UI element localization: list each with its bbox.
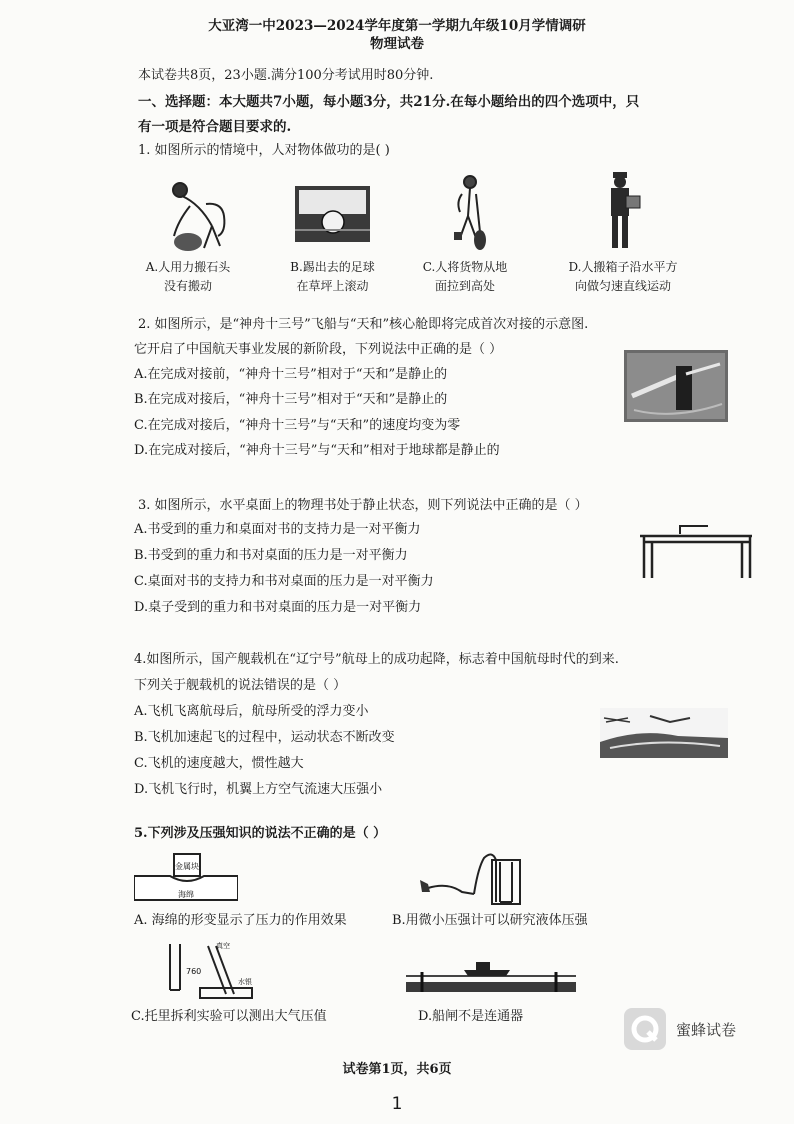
q5-stem: 5.下列涉及压强知识的说法不正确的是（ ） — [134, 826, 387, 841]
q5-option-a: A. 海绵的形变显示了压力的作用效果 — [134, 913, 347, 928]
q1-option-c-line1: C.人将货物从地 — [422, 260, 508, 274]
q4-stem-line2: 下列关于舰载机的说法错误的是（ ） — [134, 678, 347, 693]
q1-option-c — [410, 258, 520, 296]
q2-figure-docking — [624, 350, 728, 422]
section1-line1: 一、选择题：本大题共7小题，每小题3分，共21分.在每小题给出的四个选项中，只 — [138, 94, 640, 110]
q5-block-label: 金属块 — [175, 862, 199, 871]
q4-option-a: A.飞机飞离航母后，航母所受的浮力变小 — [134, 704, 369, 719]
q1-stem: 1. 如图所示的情境中，人对物体做功的是( ) — [138, 143, 390, 158]
page-number: 1 — [391, 1094, 403, 1114]
q1-option-a — [133, 258, 243, 296]
q1-figure-a — [160, 176, 240, 256]
q4-option-d: D.飞机飞行时，机翼上方空气流速大压强小 — [134, 782, 383, 797]
q4-stem-line1: 4.如图所示，国产舰载机在“辽宁号”航母上的成功起降，标志着中国航母时代的到来. — [134, 652, 619, 667]
q3-option-a: A.书受到的重力和桌面对书的支持力是一对平衡力 — [134, 522, 421, 537]
exam-title: 大亚湾一中2023—2024学年度第一学期九年级10月学情调研 — [208, 18, 586, 34]
q3-option-d: D.桌子受到的重力和书对桌面的压力是一对平衡力 — [134, 600, 422, 615]
q2-option-c: C.在完成对接后，“神舟十三号”与“天和”的速度均变为零 — [134, 418, 461, 433]
q2-option-d: D.在完成对接后，“神舟十三号”与“天和”相对于地球都是静止的 — [134, 443, 500, 458]
q1-option-d — [548, 258, 698, 296]
watermark-logo-icon — [624, 1008, 666, 1050]
q3-stem: 3. 如图所示，水平桌面上的物理书处于静止状态，则下列说法中正确的是（ ） — [138, 498, 588, 513]
q1-option-b-line1: B.踢出去的足球 — [290, 260, 375, 274]
q5-mercury-label: 水银 — [238, 978, 252, 986]
q1-option-a-line1: A.人用力搬石头 — [145, 260, 231, 274]
q5-option-c: C.托里拆利实验可以测出大气压值 — [131, 1009, 327, 1024]
q2-option-a: A.在完成对接前，“神舟十三号”相对于“天和”是静止的 — [134, 367, 448, 382]
q5-figure-ship-lock — [406, 952, 576, 996]
exam-subtitle: 物理试卷 — [370, 36, 424, 52]
q4-option-c: C.飞机的速度越大，惯性越大 — [134, 756, 304, 771]
q1-option-a-line2: 没有搬动 — [163, 279, 212, 293]
q1-option-b-line2: 在草坪上滚动 — [296, 279, 369, 293]
q1-figure-d — [598, 170, 648, 250]
q2-stem-line2: 它开启了中国航天事业发展的新阶段，下列说法中正确的是（ ） — [134, 342, 503, 357]
q3-figure-table-book — [634, 520, 760, 580]
q1-option-d-line2: 向做匀速直线运动 — [574, 279, 671, 293]
exam-intro: 本试卷共8页，23小题.满分100分考试用时80分钟. — [138, 68, 434, 83]
q1-option-b — [275, 258, 390, 296]
page-footer: 试卷第1页，共6页 — [342, 1062, 452, 1077]
q4-figure-carrier — [600, 708, 728, 758]
q1-option-c-line2: 面拉到高处 — [434, 279, 495, 293]
q3-option-c: C.桌面对书的支持力和书对桌面的压力是一对平衡力 — [134, 574, 434, 589]
q2-stem-line1: 2. 如图所示，是“神舟十三号”飞船与“天和”核心舱即将完成首次对接的示意图. — [138, 317, 589, 332]
q2-option-b: B.在完成对接后，“神舟十三号”相对于“天和”是静止的 — [134, 392, 448, 407]
q3-option-b: B.书受到的重力和书对桌面的压力是一对平衡力 — [134, 548, 408, 563]
q5-figure-torricelli — [156, 940, 256, 1000]
q4-option-b: B.飞机加速起飞的过程中，运动状态不断改变 — [134, 730, 395, 745]
section1-line2: 有一项是符合题目要求的. — [138, 119, 292, 135]
q5-figure-manometer — [418, 848, 528, 908]
q1-option-d-line1: D.人搬箱子沿水平方 — [568, 260, 678, 274]
q5-option-d: D.船闸不是连通器 — [418, 1009, 524, 1024]
q5-sponge-label: 海绵 — [178, 890, 194, 899]
watermark-text: 蜜蜂试卷 — [676, 1021, 737, 1039]
q1-figure-b — [295, 186, 370, 242]
q5-option-b: B.用微小压强计可以研究液体压强 — [392, 913, 588, 928]
q5-figure-sponge — [134, 852, 238, 904]
q5-vacuum-label: 真空 — [216, 942, 230, 950]
watermark-logo — [624, 1008, 666, 1050]
q1-figure-c — [440, 172, 500, 252]
q5-760-label: 760 — [186, 967, 202, 976]
